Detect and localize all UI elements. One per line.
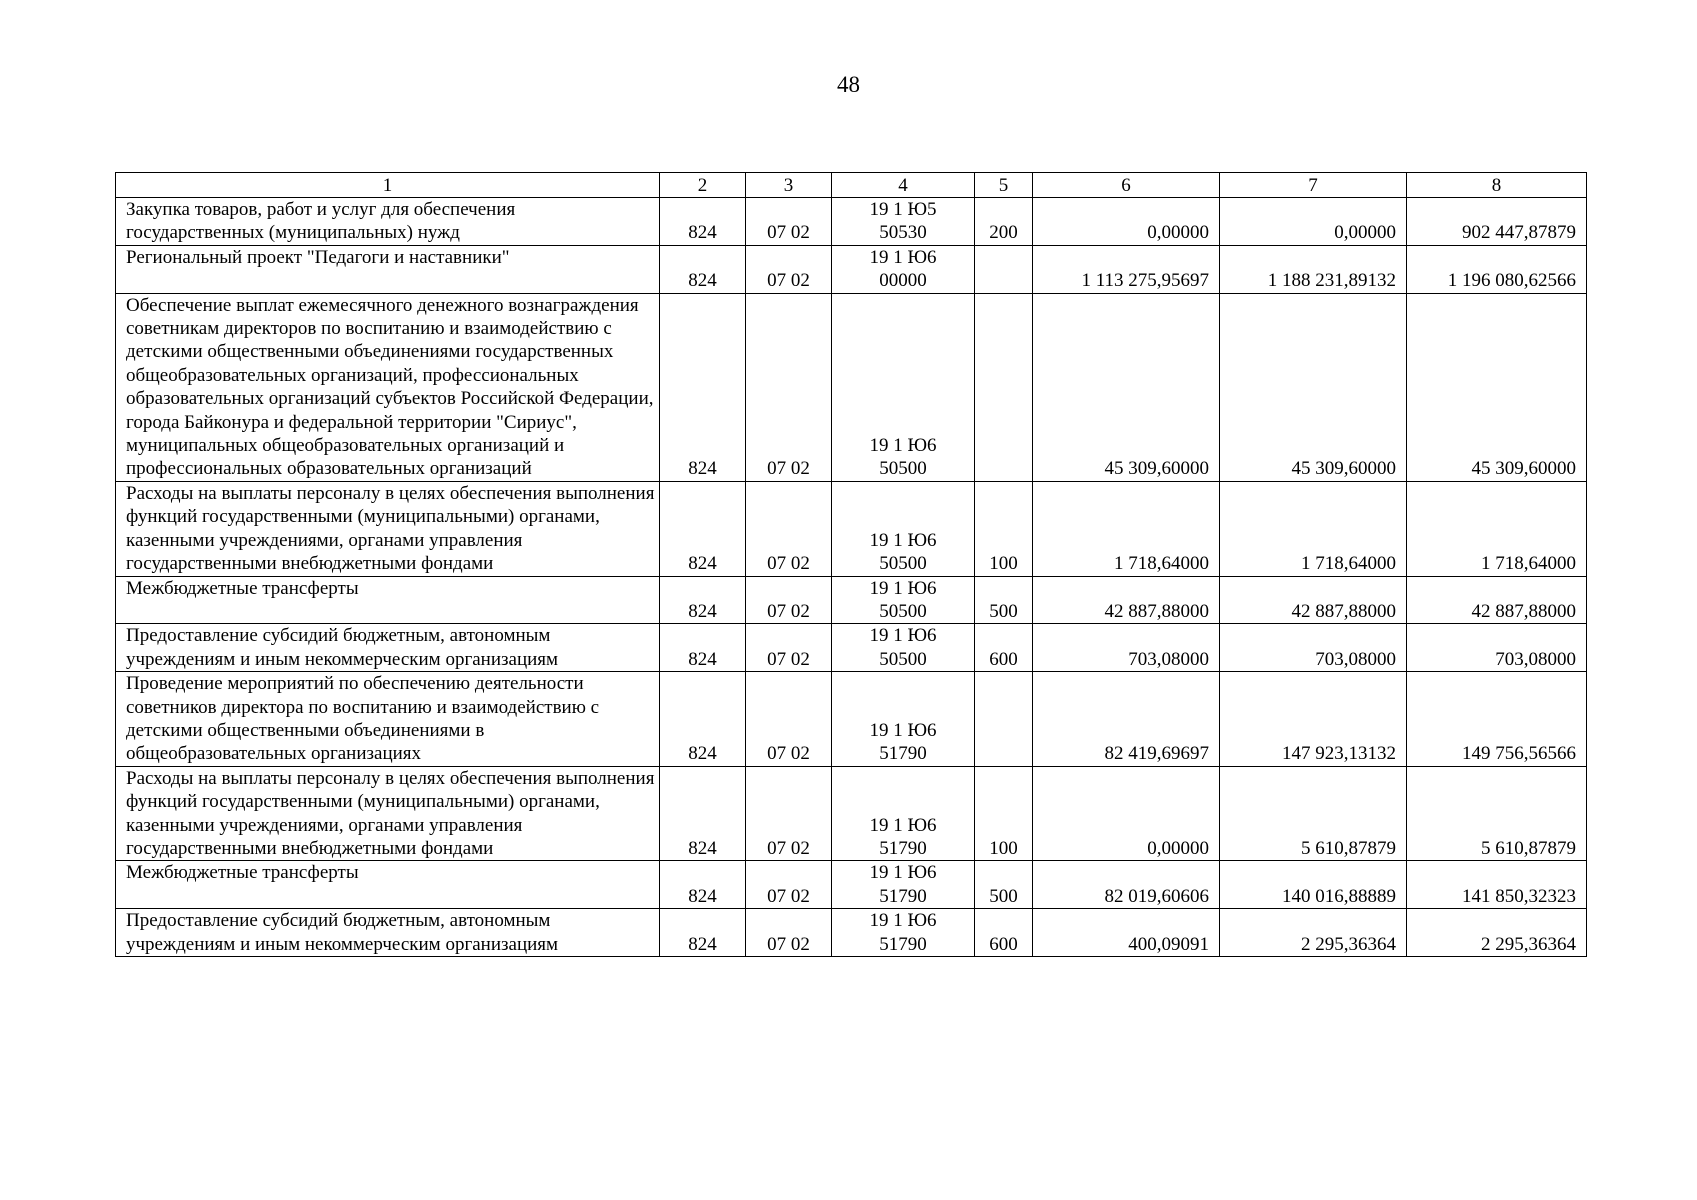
amount-year-3: 141 850,32323	[1407, 861, 1587, 909]
expense-type-code: 600	[975, 909, 1033, 957]
amount-year-1: 703,08000	[1033, 624, 1220, 672]
row-name: Межбюджетные трансферты	[116, 861, 660, 909]
row-name: Обеспечение выплат ежемесячного денежного вознаграждения советникам директоров по воспитанию и взаимодействию с детскими общественными объединениями государственных общеобразовательных организаций, профессиональных образовательных организаций субъектов Российской Федерации, города Байконура и федеральной территории "Сириус", муниципальных общеобразовательных организаций и профессиональных образовательных организаций	[116, 293, 660, 481]
target-article-code-part: 51790	[879, 933, 927, 955]
amount-year-1: 82 019,60606	[1033, 861, 1220, 909]
column-header: 3	[746, 173, 832, 198]
amount-year-2: 0,00000	[1220, 198, 1407, 246]
amount-year-1: 42 887,88000	[1033, 576, 1220, 624]
target-article-code-part: 50500	[879, 600, 927, 622]
target-article-code-part: 19 1 Ю6	[869, 719, 937, 741]
amount-year-3: 42 887,88000	[1407, 576, 1587, 624]
column-header: 6	[1033, 173, 1220, 198]
row-name: Предоставление субсидий бюджетным, автономным учреждениям и иным некоммерческим организациям	[116, 624, 660, 672]
amount-year-2: 147 923,13132	[1220, 672, 1407, 767]
row-name: Закупка товаров, работ и услуг для обеспечения государственных (муниципальных) нужд	[116, 198, 660, 246]
section-code: 07 02	[746, 861, 832, 909]
expense-type-code	[975, 245, 1033, 293]
target-article-code	[832, 293, 975, 481]
table-row	[116, 576, 1587, 624]
amount-year-1: 0,00000	[1033, 198, 1220, 246]
amount-year-2: 5 610,87879	[1220, 766, 1407, 861]
target-article-code	[832, 245, 975, 293]
section-code: 07 02	[746, 198, 832, 246]
section-code: 07 02	[746, 624, 832, 672]
target-article-code	[832, 909, 975, 957]
grbs-code: 824	[660, 624, 746, 672]
table-row	[116, 672, 1587, 767]
amount-year-1: 400,09091	[1033, 909, 1220, 957]
grbs-code: 824	[660, 909, 746, 957]
expense-type-code: 100	[975, 766, 1033, 861]
column-header: 2	[660, 173, 746, 198]
table-row	[116, 624, 1587, 672]
amount-year-1: 1 113 275,95697	[1033, 245, 1220, 293]
table-row	[116, 766, 1587, 861]
amount-year-2: 1 188 231,89132	[1220, 245, 1407, 293]
amount-year-2: 140 016,88889	[1220, 861, 1407, 909]
amount-year-2: 42 887,88000	[1220, 576, 1407, 624]
expense-type-code: 100	[975, 481, 1033, 576]
column-number-row	[116, 173, 1587, 198]
expense-type-code: 500	[975, 576, 1033, 624]
row-name: Межбюджетные трансферты	[116, 576, 660, 624]
target-article-code	[832, 198, 975, 246]
target-article-code-part: 19 1 Ю6	[869, 862, 937, 884]
table-row	[116, 861, 1587, 909]
target-article-code	[832, 766, 975, 861]
target-article-code-part: 51790	[879, 837, 927, 859]
table-row	[116, 481, 1587, 576]
column-header: 5	[975, 173, 1033, 198]
expense-type-code: 600	[975, 624, 1033, 672]
row-name: Проведение мероприятий по обеспечению деятельности советников директора по воспитанию и взаимодействию с детскими общественными объединениями в общеобразовательных организациях	[116, 672, 660, 767]
grbs-code: 824	[660, 481, 746, 576]
amount-year-2: 1 718,64000	[1220, 481, 1407, 576]
amount-year-3: 149 756,56566	[1407, 672, 1587, 767]
grbs-code: 824	[660, 672, 746, 767]
amount-year-3: 2 295,36364	[1407, 909, 1587, 957]
budget-table	[115, 172, 1587, 957]
grbs-code: 824	[660, 293, 746, 481]
amount-year-3: 703,08000	[1407, 624, 1587, 672]
target-article-code-part: 00000	[879, 270, 927, 292]
expense-type-code: 200	[975, 198, 1033, 246]
section-code: 07 02	[746, 909, 832, 957]
target-article-code-part: 50500	[879, 553, 927, 575]
expense-type-code	[975, 672, 1033, 767]
section-code: 07 02	[746, 293, 832, 481]
grbs-code: 824	[660, 245, 746, 293]
amount-year-2: 2 295,36364	[1220, 909, 1407, 957]
column-header: 4	[832, 173, 975, 198]
target-article-code-part: 51790	[879, 743, 927, 765]
target-article-code-part: 19 1 Ю5	[869, 199, 937, 220]
table-row	[116, 198, 1587, 246]
row-name: Расходы на выплаты персоналу в целях обеспечения выполнения функций государственными (муниципальными) органами, казенными учреждениями, органами управления государственными внебюджетными фондами	[116, 766, 660, 861]
row-name: Региональный проект "Педагоги и наставники"	[116, 245, 660, 293]
grbs-code: 824	[660, 198, 746, 246]
target-article-code	[832, 481, 975, 576]
grbs-code: 824	[660, 861, 746, 909]
amount-year-3: 902 447,87879	[1407, 198, 1587, 246]
amount-year-1: 45 309,60000	[1033, 293, 1220, 481]
target-article-code-part: 50500	[879, 458, 927, 480]
target-article-code-part: 19 1 Ю6	[869, 625, 937, 647]
row-name: Расходы на выплаты персоналу в целях обеспечения выполнения функций государственными (муниципальными) органами, казенными учреждениями, органами управления государственными внебюджетными фондами	[116, 481, 660, 576]
row-name: Предоставление субсидий бюджетным, автономным учреждениям и иным некоммерческим организациям	[116, 909, 660, 957]
target-article-code-part: 19 1 Ю6	[869, 435, 937, 457]
target-article-code	[832, 672, 975, 767]
amount-year-1: 1 718,64000	[1033, 481, 1220, 576]
target-article-code-part: 19 1 Ю6	[869, 814, 937, 836]
column-header: 1	[116, 173, 660, 198]
expense-type-code	[975, 293, 1033, 481]
amount-year-2: 703,08000	[1220, 624, 1407, 672]
amount-year-1: 0,00000	[1033, 766, 1220, 861]
target-article-code-part: 51790	[879, 885, 927, 907]
target-article-code	[832, 576, 975, 624]
target-article-code	[832, 861, 975, 909]
amount-year-1: 82 419,69697	[1033, 672, 1220, 767]
grbs-code: 824	[660, 576, 746, 624]
grbs-code: 824	[660, 766, 746, 861]
target-article-code-part: 50530	[879, 222, 927, 244]
table-row	[116, 293, 1587, 481]
amount-year-2: 45 309,60000	[1220, 293, 1407, 481]
table-row	[116, 245, 1587, 293]
section-code: 07 02	[746, 245, 832, 293]
target-article-code-part: 19 1 Ю6	[869, 529, 937, 551]
amount-year-3: 1 718,64000	[1407, 481, 1587, 576]
section-code: 07 02	[746, 481, 832, 576]
column-header: 8	[1407, 173, 1587, 198]
target-article-code	[832, 624, 975, 672]
section-code: 07 02	[746, 766, 832, 861]
target-article-code-part: 19 1 Ю6	[869, 246, 937, 268]
section-code: 07 02	[746, 576, 832, 624]
amount-year-3: 45 309,60000	[1407, 293, 1587, 481]
table-row	[116, 909, 1587, 957]
amount-year-3: 1 196 080,62566	[1407, 245, 1587, 293]
target-article-code-part: 19 1 Ю6	[869, 577, 937, 599]
expense-type-code: 500	[975, 861, 1033, 909]
section-code: 07 02	[746, 672, 832, 767]
amount-year-3: 5 610,87879	[1407, 766, 1587, 861]
target-article-code-part: 50500	[879, 648, 927, 670]
target-article-code-part: 19 1 Ю6	[869, 910, 937, 932]
column-header: 7	[1220, 173, 1407, 198]
page-number: 48	[837, 72, 860, 97]
